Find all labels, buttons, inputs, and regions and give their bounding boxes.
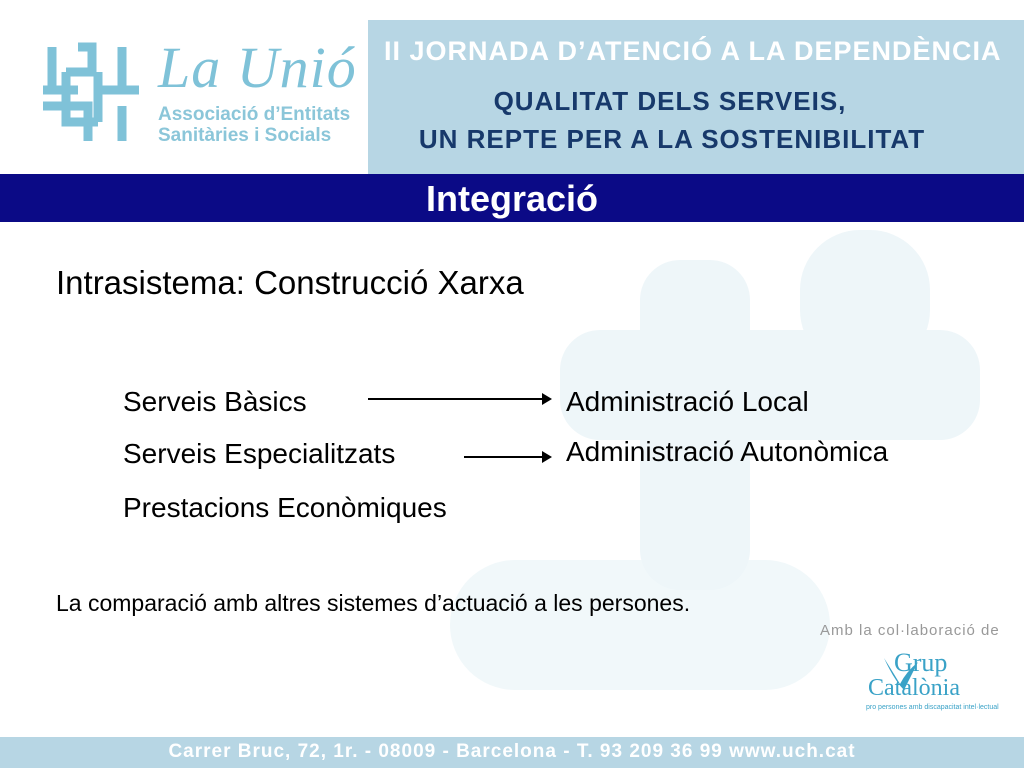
item-right: Administració Local <box>566 386 809 417</box>
footer-contact: Carrer Bruc, 72, 1r. - 08009 - Barcelona - T. 93 209 36 99 www.uch.cat <box>168 741 856 762</box>
watermark-shape <box>800 230 930 370</box>
la-unio-logo-icon <box>38 42 144 146</box>
partner-name-line2: Catalònia <box>868 675 960 701</box>
slide-heading: Intrasistema: Construcció Xarxa <box>56 264 524 301</box>
arrow-icon <box>368 398 550 400</box>
event-title: II JORNADA D’ATENCIÓ A LA DEPENDÈNCIA <box>384 36 1002 66</box>
comparison-text: La comparació amb altres sistemes d’actuació a les persones. <box>56 590 691 616</box>
item-right: Administració Autonòmica <box>566 436 889 467</box>
partner-tagline: pro persones amb discapacitat intel·lectual <box>866 704 999 711</box>
event-subtitle-line2: UN REPTE PER A LA SOSTENIBILITAT <box>418 124 926 154</box>
item-left: Serveis Bàsics <box>123 386 307 417</box>
logo <box>0 0 368 174</box>
slide-title: Integració <box>425 178 599 219</box>
collaboration-label: Amb la col·laboració de <box>820 622 1000 639</box>
arrow-icon <box>464 456 550 458</box>
event-title-panel <box>368 20 1024 174</box>
logo-subtitle: Associació d’Entitats Sanitàries i Socials <box>158 104 351 146</box>
event-subtitle-line1: QUALITAT DELS SERVEIS, <box>493 86 847 116</box>
footer <box>0 737 1024 768</box>
header <box>0 0 1024 174</box>
item-left: Serveis Especialitzats <box>123 438 396 469</box>
logo-name: La Unió <box>158 35 357 100</box>
item-left: Prestacions Econòmiques <box>123 492 447 523</box>
watermark-shape <box>450 560 830 690</box>
partner-name-line1: Grup <box>894 648 948 677</box>
slide-title-bar <box>0 174 1024 222</box>
